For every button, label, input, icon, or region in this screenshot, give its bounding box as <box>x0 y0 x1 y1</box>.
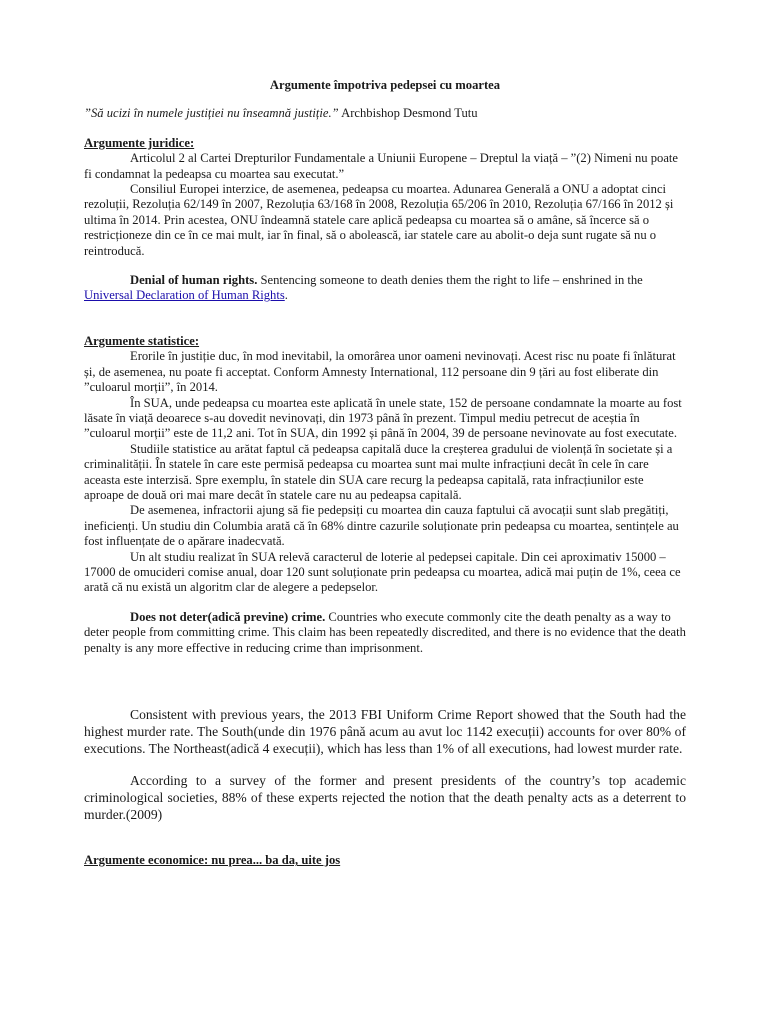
denial-end: . <box>284 288 288 303</box>
denial-text: Sentencing someone to death denies them the right to life – enshrined in the <box>257 273 643 288</box>
udhr-link[interactable]: Universal Declaration of Human Rights <box>84 288 285 303</box>
statistice-paragraph-3: Studiile statistice au arătat faptul că pedeapsa capitală duce la creșterea gradului de violență în societate și a criminalității. În statele în care este permisă pedeapsa cu moartea sunt mai multe infracțiuni decât în cele în care aceasta este interzisă. Spre exemplu, în statele din SUA care recurg la pedeapsa capitală, rata infracțiunilor este aproape de două ori mai mare decât în statele care nu au pedeapsa capitală. <box>84 441 673 502</box>
quote <box>84 106 686 121</box>
survey-paragraph: According to a survey of the former and present presidents of the country’s top academic criminological societies, 88% of these experts rejected the notion that the death penalty acts as a deterrent to murder.(2009) <box>84 772 686 823</box>
heading-statistice: Argumente statistice: <box>84 333 200 348</box>
heading-economice: Argumente economice: nu prea... ba da, uite jos <box>84 853 341 868</box>
document-title: Argumente împotriva pedepsei cu moartea <box>269 78 501 92</box>
juridice-paragraph-1: Articolul 2 al Cartei Drepturilor Fundamentale a Uniunii Europene – Dreptul la viață – ”(2) Nimeni nu poate fi condamnat la pedeapsa cu moartea sau executat.” <box>84 151 679 181</box>
quote-author: Archbishop Desmond Tutu <box>338 106 478 121</box>
statistice-paragraph-2: În SUA, unde pedeapsa cu moartea este aplicată în unele state, 152 de persoane condamnate la moarte au fost lăsate în viață deoarece s-au dovedit nevinovați, din 1973 până în prezent. Timpul mediu petrecut de aceștia în ”culoarul morții” este de 11,2 ani. Tot în SUA, din 1992 și până în 2004, 39 de persoane nevinovate au fost executate. <box>84 395 682 441</box>
deter-paragraph <box>84 610 686 656</box>
statistice-paragraph-1: Erorile în justiție duc, în mod inevitabil, la omorârea unor oameni nevinovați. Acest risc nu poate fi înlăturat și, de asemenea, nu poate fi acceptat. Conform Amnesty International, 112 persoane din 9 țări au fost eliberate din ”culoarul morții”, în 2014. <box>84 349 676 395</box>
statistice-paragraph-4: De asemenea, infractorii ajung să fie pedepsiți cu moartea din cauza faptului că avocații sunt slab pregătiți, ineficienți. Un studiu din Columbia arată că în 68% dintre cazurile soluționate prin pedeapsa cu moartea, sentințele au fost influențate de o apărare inadecvată. <box>84 503 679 549</box>
denial-paragraph <box>84 273 686 304</box>
juridice-paragraph-2: Consiliul Europei interzice, de asemenea, pedeapsa cu moartea. Adunarea Generală a ONU a adoptat cinci rezoluții, Rezoluția 62/149 în 2007, Rezoluția 63/168 în 2008, Rezoluția 65/206 în 2010, Rezoluția 67/166 în 2012 și ultima în 2014. Prin acestea, ONU îndeamnă statele care aplică pedeapsa cu moartea să o amâne, să încerce să o restricționeze din ce în ce mai mult, iar în final, să o abolească, iar statele care au abolit-o deja sunt rugate să nu o reintroducă. <box>84 182 674 258</box>
deter-bold: Does not deter(adică previne) crime. <box>130 609 326 624</box>
denial-bold: Denial of human rights. <box>130 273 258 288</box>
fbi-paragraph: Consistent with previous years, the 2013 FBI Uniform Crime Report showed that the South had the highest murder rate. The South(unde din 1976 până acum au avut loc 1142 execuții) accounts for over 80% of executions. The Northeast(adică 4 execuții), which has less than 1% of all executions, had lowest murder rate. <box>84 707 686 757</box>
heading-juridice: Argumente juridice: <box>84 135 195 150</box>
deter-text: Countries who execute commonly cite the death penalty as a way to deter people from committing crime. This claim has been repeatedly discredited, and there is no evidence that the death penalty is any more effective in reducing crime than imprisonment. <box>84 609 686 655</box>
quote-text: ”Să ucizi în numele justiției nu înseamnă justiție.” <box>84 106 339 121</box>
statistice-paragraph-5: Un alt studiu realizat în SUA relevă caracterul de loterie al pedepsei capitale. Din cei aproximativ 15000 – 17000 de omucideri comise anual, doar 120 sunt soluționate prin pedeapsa cu moartea, adică mai puțin de 1%, ceea ce arată că nu există un algoritm clar de alegere a pedepselor. <box>84 549 681 595</box>
